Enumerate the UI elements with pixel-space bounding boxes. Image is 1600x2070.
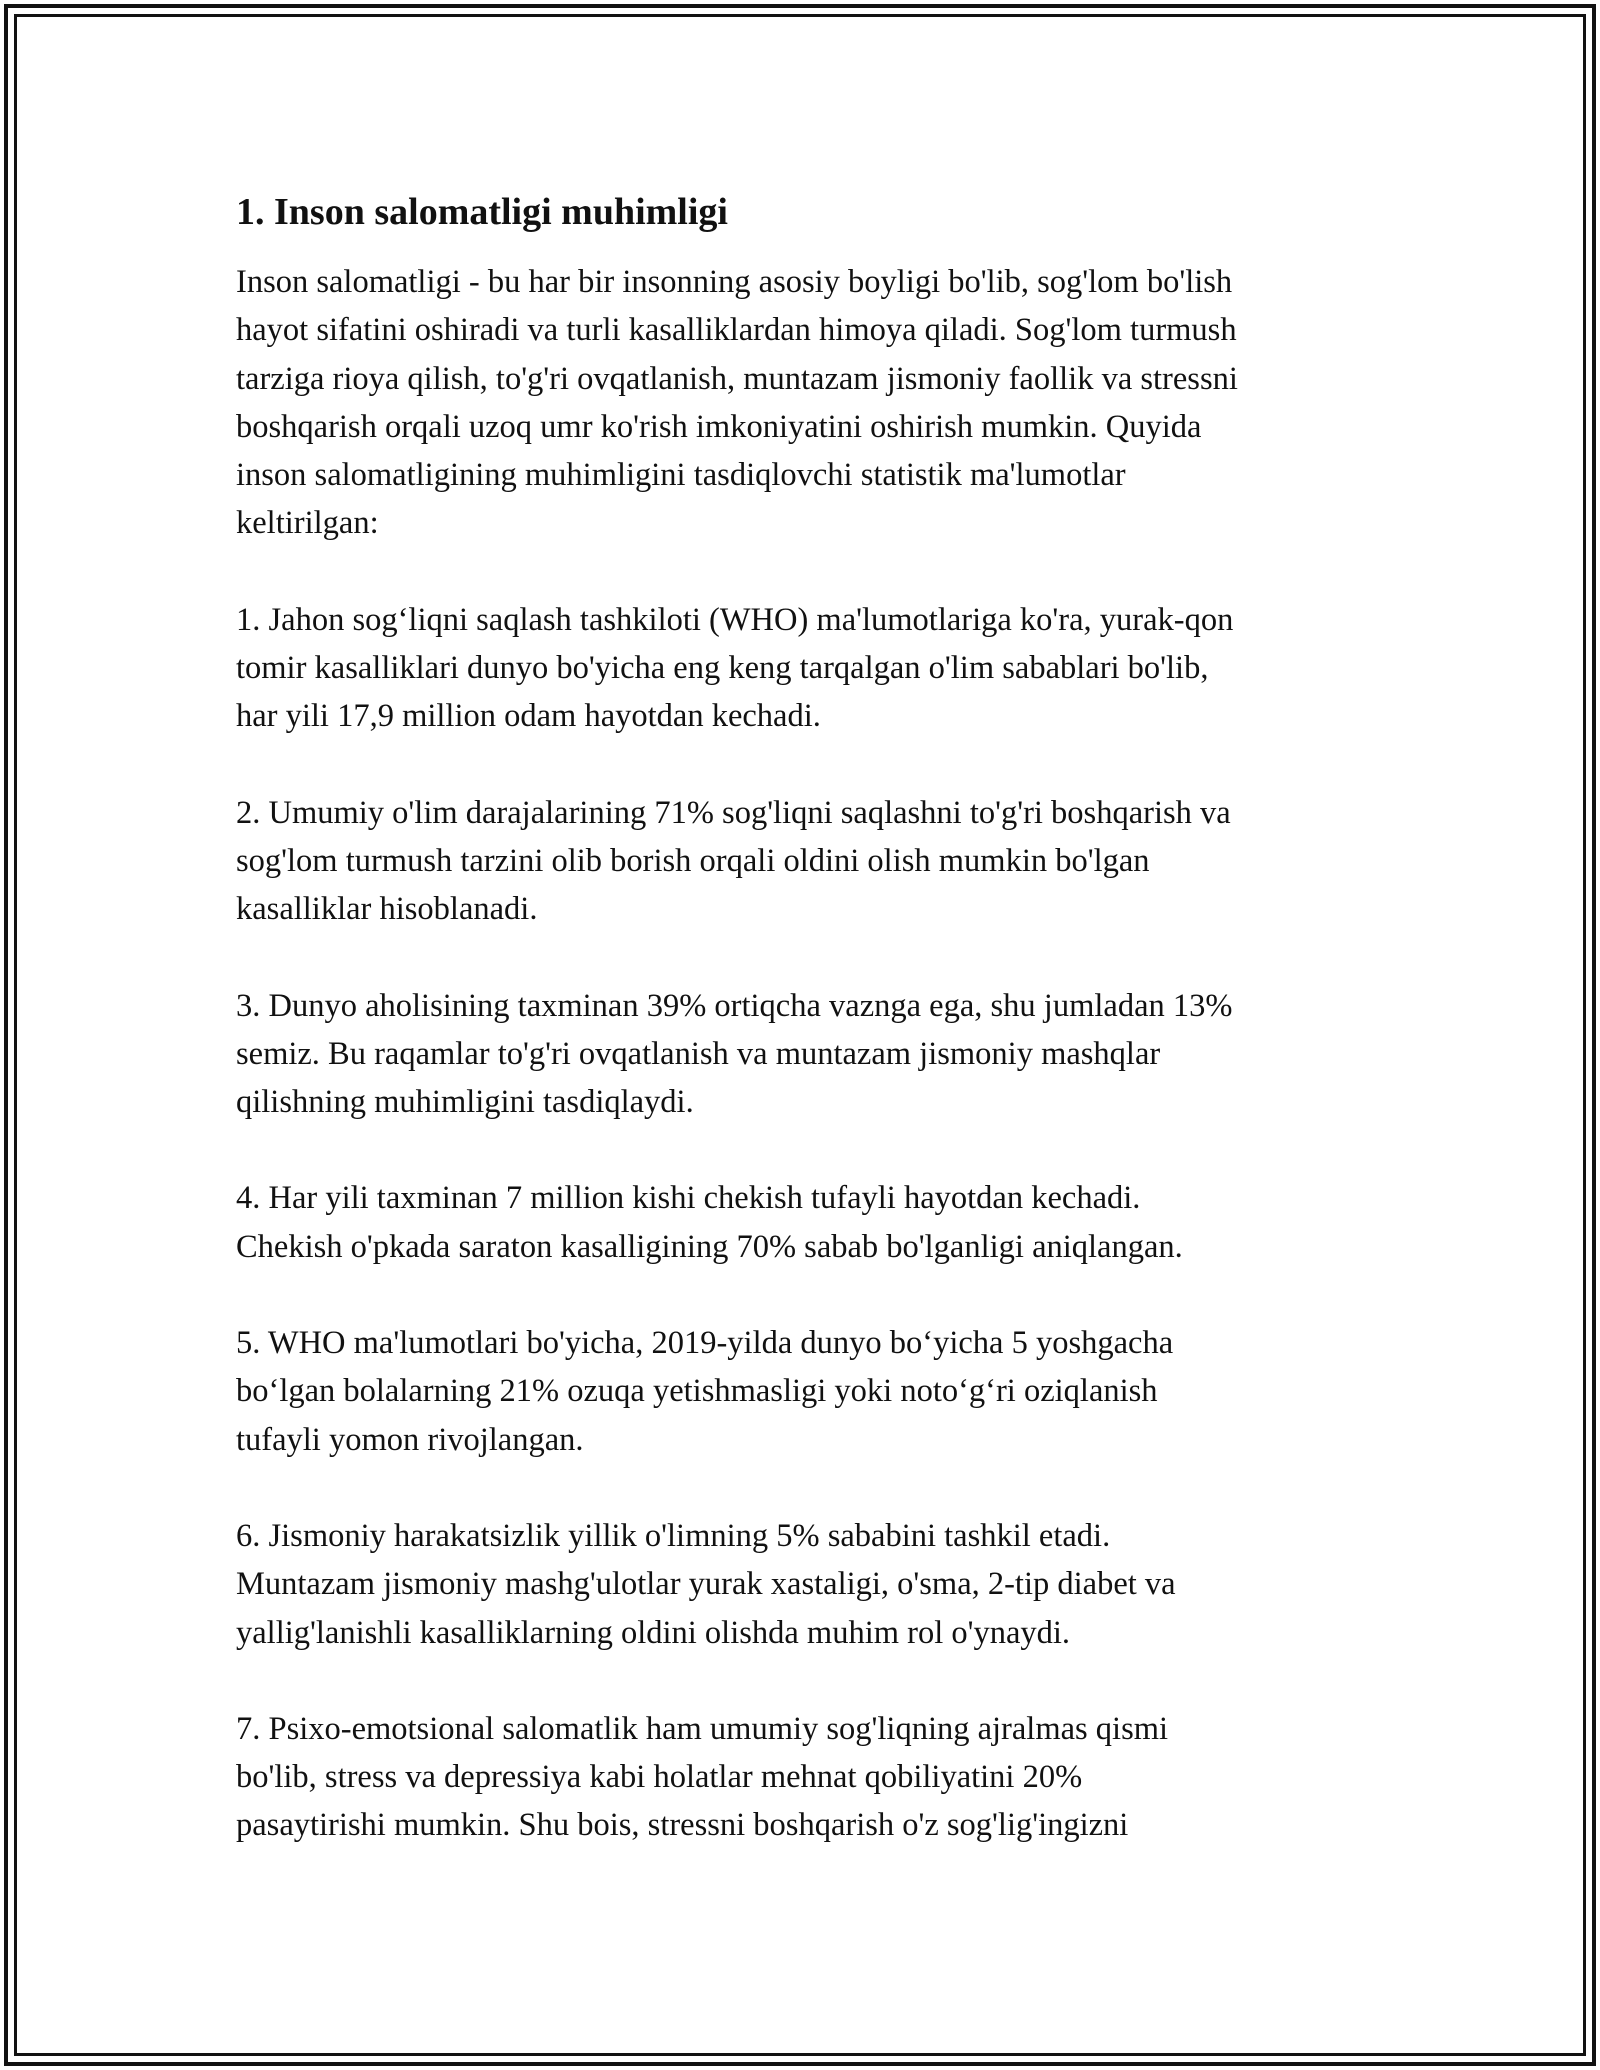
text-line: 4. Har yili taxminan 7 million kishi chekish tufayli hayotdan kechadi. — [236, 1180, 1141, 1217]
paragraph-list — [236, 258, 1376, 1850]
text-line: boshqarish orqali uzoq umr ko'rish imkoniyatini oshirish mumkin. Quyida — [236, 408, 1202, 445]
text-line: 5. WHO ma'lumotlari bo'yicha, 2019-yilda dunyo bo‘yicha 5 yoshgacha — [236, 1325, 1174, 1362]
text-line: Chekish o'pkada saraton kasalligining 70% sabab bo'lganligi aniqlangan. — [236, 1228, 1183, 1265]
section-heading: 1. Inson salomatligi muhimligi — [236, 191, 728, 233]
text-line: bo'lib, stress va depressiya kabi holatlar mehnat qobiliyatini 20% — [236, 1759, 1083, 1796]
text-line: inson salomatligining muhimligini tasdiqlovchi statistik ma'lumotlar — [236, 457, 1126, 494]
text-line: 2. Umumiy o'lim darajalarining 71% sog'liqni saqlashni to'g'ri boshqarish va — [236, 794, 1231, 831]
statistic-item-3 — [236, 982, 1376, 1127]
statistic-item-4 — [236, 1174, 1376, 1271]
text-line: 6. Jismoniy harakatsizlik yillik o'limning 5% sababini tashkil etadi. — [236, 1517, 1111, 1554]
text-line: 3. Dunyo aholisining taxminan 39% ortiqcha vaznga ega, shu jumladan 13% — [236, 987, 1233, 1024]
statistic-item-6 — [236, 1512, 1376, 1657]
statistic-item-5 — [236, 1319, 1376, 1464]
text-line: kasalliklar hisoblanadi. — [236, 891, 538, 928]
text-line: keltirilgan: — [236, 505, 379, 542]
text-line: pasaytirishi mumkin. Shu bois, stressni boshqarish o'z sog'lig'ingizni — [236, 1807, 1129, 1844]
text-line: tarziga rioya qilish, to'g'ri ovqatlanish, muntazam jismoniy faollik va stressni — [236, 360, 1238, 397]
intro-paragraph — [236, 258, 1376, 548]
text-line: 7. Psixo-emotsional salomatlik ham umumiy sog'liqning ajralmas qismi — [236, 1710, 1169, 1747]
text-line: hayot sifatini oshiradi va turli kasalliklardan himoya qiladi. Sog'lom turmush — [236, 312, 1237, 349]
text-line: sog'lom turmush tarzini olib borish orqali oldini olish mumkin bo'lgan — [236, 842, 1150, 879]
text-line: Muntazam jismoniy mashg'ulotlar yurak xastaligi, o'sma, 2-tip diabet va — [236, 1566, 1176, 1603]
statistic-item-2 — [236, 789, 1376, 934]
statistic-item-7 — [236, 1705, 1376, 1850]
text-line: 1. Jahon sog‘liqni saqlash tashkiloti (WHO) ma'lumotlariga ko'ra, yurak-qon — [236, 601, 1234, 638]
text-line: har yili 17,9 million odam hayotdan kechadi. — [236, 698, 821, 735]
text-line: tufayli yomon rivojlangan. — [236, 1421, 584, 1458]
text-line: yallig'lanishli kasalliklarning oldini olishda muhim rol o'ynaydi. — [236, 1614, 1071, 1651]
text-line: Inson salomatligi - bu har bir insonning asosiy boyligi bo'lib, sog'lom bo'lish — [236, 264, 1233, 300]
text-line: tomir kasalliklari dunyo bo'yicha eng keng tarqalgan o'lim sabablari bo'lib, — [236, 650, 1209, 687]
statistic-item-1 — [236, 596, 1376, 741]
text-line: bo‘lgan bolalarning 21% ozuqa yetishmasligi yoki noto‘g‘ri oziqlanish — [236, 1373, 1158, 1410]
text-line: qilishning muhimligini tasdiqlaydi. — [236, 1084, 694, 1121]
text-line: semiz. Bu raqamlar to'g'ri ovqatlanish va muntazam jismoniy mashqlar — [236, 1035, 1161, 1072]
document-body — [236, 188, 1376, 1898]
